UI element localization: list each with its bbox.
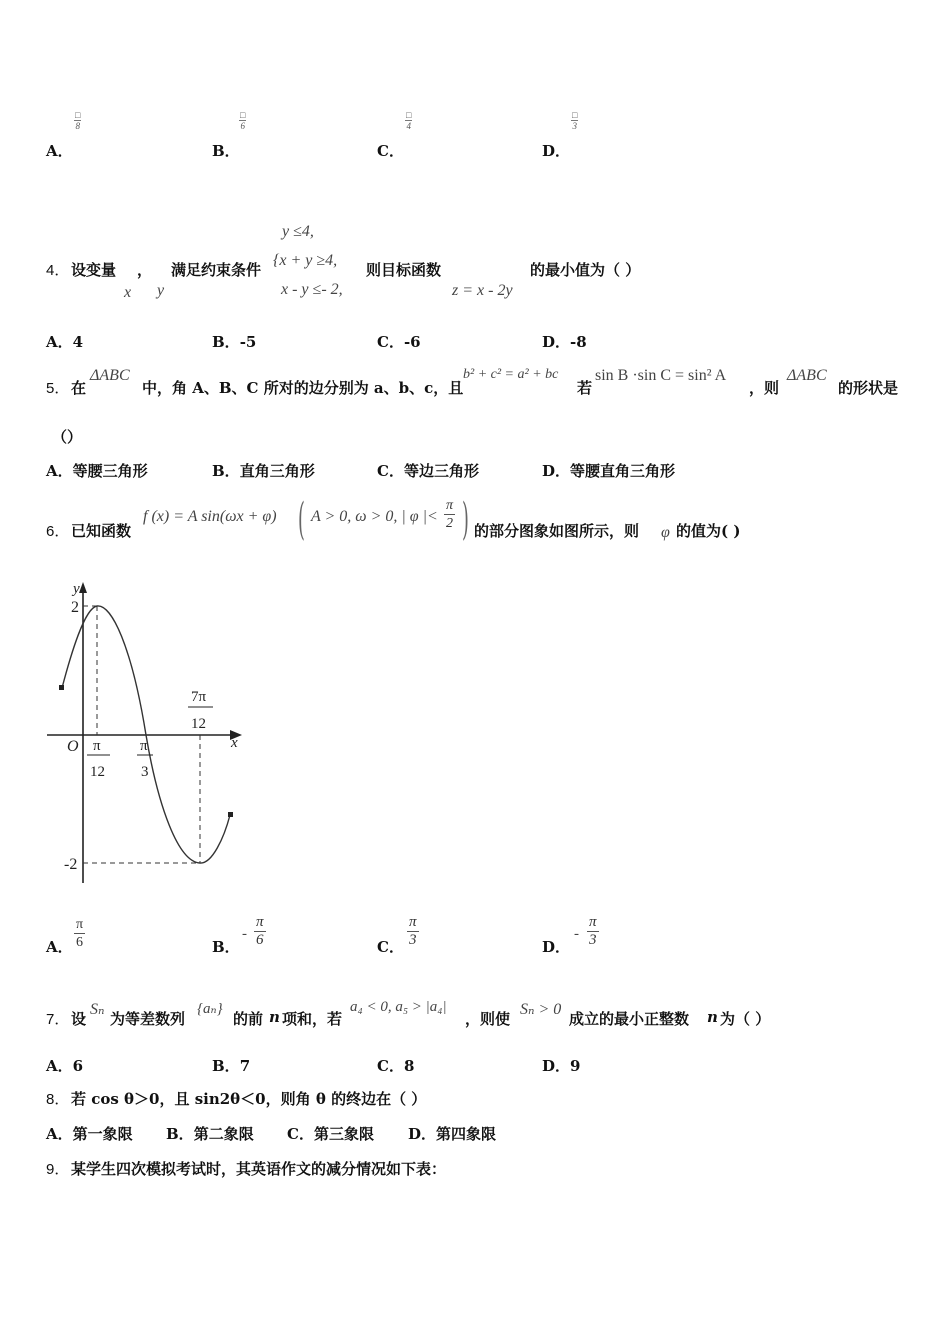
sum-positive-condition: Sₙ > 0 bbox=[520, 1001, 562, 1018]
option-letter: D． bbox=[542, 1057, 571, 1075]
q5-option-c[interactable] bbox=[377, 460, 479, 481]
denominator: 6 bbox=[256, 932, 264, 948]
question-text: 满足约束条件 bbox=[171, 261, 262, 279]
q6-option-d[interactable] bbox=[542, 936, 570, 957]
option-letter: C． bbox=[377, 333, 404, 351]
variable-x: x bbox=[124, 284, 132, 301]
question-number: 8． bbox=[46, 1091, 70, 1108]
condition-fraction bbox=[444, 497, 455, 532]
option-letter: A． bbox=[46, 333, 73, 351]
curve-end-point bbox=[228, 812, 233, 817]
question-text: 的部分图象如图所示，则 bbox=[474, 522, 640, 540]
q8-option-d[interactable] bbox=[408, 1123, 496, 1144]
question-text: 在 bbox=[71, 379, 87, 397]
triangle-abc: ΔABC bbox=[90, 367, 130, 384]
option-text: 第一象限 bbox=[72, 1125, 133, 1143]
q5-option-b[interactable] bbox=[212, 460, 315, 481]
option-text: 第二象限 bbox=[193, 1125, 254, 1143]
q8-option-b[interactable] bbox=[166, 1123, 254, 1144]
q4-option-d[interactable] bbox=[542, 331, 587, 352]
sequence-condition: a₄ < 0, a₅ > |a₄| bbox=[350, 999, 447, 1015]
numerator: π bbox=[589, 914, 597, 930]
tick-pi-3-num: π bbox=[140, 738, 148, 754]
numerator: □ bbox=[406, 110, 412, 120]
curve-start-point bbox=[59, 685, 64, 690]
constraint-1: y ≤4, bbox=[282, 223, 314, 240]
option-letter: B． bbox=[212, 462, 240, 480]
q6-option-b-value bbox=[242, 914, 266, 949]
numerator: π bbox=[409, 914, 417, 930]
question-text: 设 bbox=[71, 1010, 87, 1028]
question-text: ，则使 bbox=[465, 1010, 511, 1028]
question-number: 5． bbox=[46, 380, 70, 397]
option-sign: - bbox=[574, 926, 579, 942]
question-number: 4． bbox=[46, 262, 70, 279]
question-number: 6． bbox=[46, 523, 70, 540]
numerator: π bbox=[256, 914, 264, 930]
option-text: 7 bbox=[239, 1057, 251, 1075]
question-text: 已知函数 bbox=[71, 522, 132, 540]
question-text: 的值为( ) bbox=[676, 522, 741, 540]
option-letter: A． bbox=[46, 1057, 73, 1075]
question-text: ， bbox=[137, 261, 153, 279]
question-text: 设变量 bbox=[71, 261, 117, 279]
y-axis-label: y bbox=[73, 581, 80, 597]
option-letter: D． bbox=[542, 333, 571, 351]
triangle-abc: ΔABC bbox=[787, 367, 827, 384]
y-axis-arrow bbox=[79, 582, 87, 593]
option-letter: B． bbox=[166, 1125, 194, 1143]
option-letter: D． bbox=[542, 938, 571, 956]
q4-option-c[interactable] bbox=[377, 331, 421, 352]
constraint-2: {x + y ≥4, bbox=[273, 252, 338, 269]
q3-option-b[interactable] bbox=[212, 140, 240, 161]
question-text: 若 bbox=[577, 379, 593, 397]
answer-paren: （） bbox=[52, 428, 83, 446]
question-text: 的前 bbox=[233, 1010, 264, 1028]
q6-option-c[interactable] bbox=[377, 936, 404, 957]
tick-7pi-12-num: 7π bbox=[191, 689, 207, 705]
numerator: □ bbox=[240, 110, 246, 120]
q3-option-c-value bbox=[405, 110, 412, 133]
tick-pi-12-num: π bbox=[93, 738, 101, 754]
denominator: 4 bbox=[406, 121, 411, 131]
option-text: -8 bbox=[570, 333, 587, 351]
option-text: 等腰三角形 bbox=[72, 462, 148, 480]
q7-option-b[interactable] bbox=[212, 1055, 250, 1076]
option-text: 第四象限 bbox=[436, 1125, 497, 1143]
option-letter: D． bbox=[542, 142, 571, 160]
tick-7pi-12-den: 12 bbox=[191, 716, 206, 732]
q3-option-d[interactable] bbox=[542, 140, 570, 161]
option-text: 8 bbox=[403, 1057, 415, 1075]
y-max-label: 2 bbox=[71, 599, 79, 616]
option-letter: B． bbox=[212, 938, 240, 956]
q4-option-a[interactable] bbox=[46, 331, 83, 352]
option-text: 直角三角形 bbox=[239, 462, 315, 480]
q7-option-a[interactable] bbox=[46, 1055, 83, 1076]
option-text: -6 bbox=[403, 333, 421, 351]
option-text: 第三象限 bbox=[313, 1125, 374, 1143]
phi-symbol: φ bbox=[661, 524, 670, 541]
variable-n: n bbox=[269, 1008, 280, 1026]
sequence-an: {aₙ} bbox=[197, 1001, 223, 1017]
option-letter: B． bbox=[212, 333, 240, 351]
variable-y: y bbox=[157, 282, 165, 299]
option-letter: A． bbox=[46, 142, 73, 160]
q3-option-a[interactable] bbox=[46, 140, 73, 161]
option-letter: C． bbox=[377, 462, 404, 480]
tick-pi-3-den: 3 bbox=[141, 764, 149, 780]
q6-option-d-value bbox=[574, 914, 599, 949]
question-number: 9． bbox=[46, 1161, 70, 1178]
q6-option-b[interactable] bbox=[212, 936, 240, 957]
denominator: 3 bbox=[589, 932, 597, 948]
q3-option-d-value bbox=[571, 110, 578, 133]
origin-label: O bbox=[67, 738, 79, 755]
option-letter: C． bbox=[377, 1057, 404, 1075]
q3-option-a-value bbox=[74, 110, 81, 133]
q3-option-c[interactable] bbox=[377, 140, 404, 161]
question-text: 为等差数列 bbox=[110, 1010, 186, 1028]
option-letter: D． bbox=[408, 1125, 437, 1143]
right-paren: ) bbox=[462, 494, 469, 545]
denominator: 3 bbox=[572, 121, 577, 131]
question-text: 中，角 A、B、C 所对的边分别为 a、b、c，且 bbox=[142, 379, 464, 397]
variable-n: n bbox=[707, 1008, 718, 1026]
x-axis-label: x bbox=[231, 735, 238, 751]
question-number: 7． bbox=[46, 1011, 70, 1028]
option-letter: C． bbox=[287, 1125, 314, 1143]
option-text: 9 bbox=[570, 1057, 581, 1075]
question-text: 项和，若 bbox=[282, 1010, 343, 1028]
sum-sn: Sₙ bbox=[90, 1001, 105, 1018]
denominator: 6 bbox=[240, 121, 245, 131]
option-text: -5 bbox=[239, 333, 257, 351]
option-letter: D． bbox=[542, 462, 571, 480]
q6-option-a[interactable] bbox=[46, 936, 73, 957]
question-text: ，则 bbox=[749, 379, 780, 397]
function-condition: A > 0, ω > 0, | φ |< bbox=[311, 508, 438, 525]
numerator: □ bbox=[75, 110, 81, 120]
denominator: 8 bbox=[75, 121, 80, 131]
q5-option-d[interactable] bbox=[542, 460, 675, 481]
q8-option-a[interactable] bbox=[46, 1123, 133, 1144]
left-paren: ( bbox=[298, 494, 305, 545]
q3-option-b-value bbox=[239, 110, 246, 133]
option-letter: A． bbox=[46, 462, 73, 480]
option-text: 4 bbox=[72, 333, 84, 351]
option-sign: - bbox=[242, 926, 247, 942]
option-letter: A． bbox=[46, 938, 73, 956]
equation-1: b² + c² = a² + bc bbox=[463, 367, 559, 382]
denominator: 6 bbox=[76, 935, 84, 950]
equation-2: sin B ·sin C = sin² A bbox=[595, 367, 727, 384]
option-letter: B． bbox=[212, 142, 240, 160]
q7-option-d[interactable] bbox=[542, 1055, 580, 1076]
option-text: 等腰直角三角形 bbox=[570, 462, 676, 480]
constraint-3: x - y ≤- 2, bbox=[281, 281, 343, 298]
objective-function: z = x - 2y bbox=[452, 282, 513, 299]
q7-option-c[interactable] bbox=[377, 1055, 414, 1076]
option-letter: C． bbox=[377, 142, 404, 160]
question-text: 的最小值为（ ） bbox=[530, 261, 641, 279]
question-text: 某学生四次模拟考试时，其英语作文的减分情况如下表： bbox=[71, 1160, 447, 1178]
q4-option-b[interactable] bbox=[212, 331, 256, 352]
function-expression: f (x) = A sin(ωx + φ) bbox=[143, 508, 277, 525]
q8-option-c[interactable] bbox=[287, 1123, 374, 1144]
question-text: 则目标函数 bbox=[366, 261, 442, 279]
sine-graph bbox=[40, 578, 250, 888]
option-letter: A． bbox=[46, 1125, 73, 1143]
numerator: π bbox=[76, 917, 84, 932]
option-letter: C． bbox=[377, 938, 404, 956]
numerator: π bbox=[446, 498, 454, 513]
question-text: 成立的最小正整数 bbox=[569, 1010, 690, 1028]
question-text: 的形状是 bbox=[838, 379, 899, 397]
tick-pi-12-den: 12 bbox=[90, 764, 105, 780]
question-text: 若 cos θ＞0，且 sin2θ＜0，则角 θ 的终边在（ ） bbox=[71, 1090, 427, 1108]
q6-option-c-value bbox=[407, 914, 419, 949]
q5-option-a[interactable] bbox=[46, 460, 148, 481]
denominator: 3 bbox=[409, 932, 417, 948]
sine-graph-svg bbox=[40, 578, 250, 888]
option-text: 等边三角形 bbox=[403, 462, 479, 480]
q6-option-a-value bbox=[74, 916, 85, 951]
option-text: 6 bbox=[72, 1057, 84, 1075]
y-min-label: -2 bbox=[64, 856, 78, 873]
numerator: □ bbox=[572, 110, 578, 120]
option-letter: B． bbox=[212, 1057, 240, 1075]
denominator: 2 bbox=[446, 516, 453, 531]
question-text: 为（ ） bbox=[720, 1010, 771, 1028]
